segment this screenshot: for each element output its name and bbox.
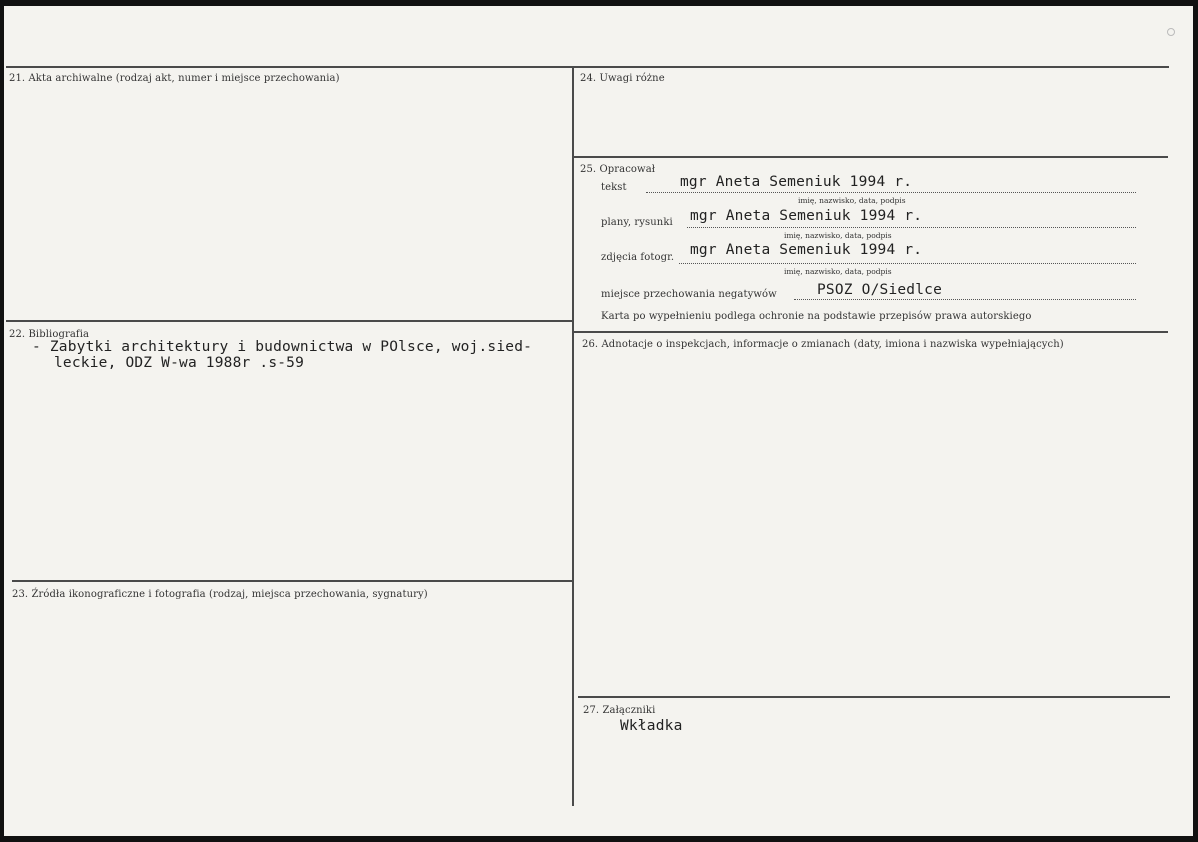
plany-label: plany, rysunki — [601, 217, 673, 228]
left-rule-22 — [6, 320, 572, 322]
section-27-label: 27. Załączniki — [583, 705, 656, 716]
section-25-label: 25. Opracował — [580, 164, 656, 175]
tekst-value: mgr Aneta Semeniuk 1994 r. — [680, 174, 913, 190]
right-rule-26 — [574, 331, 1168, 333]
right-rule-25 — [574, 156, 1168, 158]
section-22-label: 22. Bibliografia — [9, 329, 90, 340]
zdjecia-line — [679, 263, 1136, 264]
bibliography-entry-line1: - Zabytki architektury i budownictwa w POlsce, woj.sied- — [32, 339, 533, 355]
tekst-caption: imię, nazwisko, data, podpis — [798, 196, 906, 205]
right-rule-27 — [578, 696, 1170, 698]
tekst-line — [646, 192, 1136, 193]
section-23-label: 23. Źródła ikonograficzne i fotografia (rodzaj, miejsca przechowania, sygnatury) — [12, 589, 428, 600]
punch-mark — [1167, 28, 1175, 36]
zdjecia-value: mgr Aneta Semeniuk 1994 r. — [690, 242, 923, 258]
section-24-label: 24. Uwagi różne — [580, 73, 665, 84]
record-card — [4, 6, 1193, 836]
bibliography-entry-line2: leckie, ODZ W-wa 1988r .s-59 — [54, 355, 305, 371]
center-divider — [572, 66, 574, 806]
top-rule — [6, 66, 1169, 68]
plany-caption: imię, nazwisko, data, podpis — [784, 231, 892, 240]
left-rule-23 — [12, 580, 572, 582]
plany-value: mgr Aneta Semeniuk 1994 r. — [690, 208, 923, 224]
copyright-note: Karta po wypełnieniu podlega ochronie na podstawie przepisów prawa autorskiego — [601, 311, 1032, 322]
plany-line — [687, 227, 1136, 228]
attachments-value: Wkładka — [620, 718, 683, 734]
zdjecia-caption: imię, nazwisko, data, podpis — [784, 267, 892, 276]
tekst-label: tekst — [601, 182, 627, 193]
negatywy-line — [794, 299, 1136, 300]
negatywy-value: PSOZ O/Siedlce — [817, 282, 943, 298]
zdjecia-label: zdjęcia fotogr. — [601, 252, 675, 263]
negatywy-label: miejsce przechowania negatywów — [601, 289, 777, 300]
section-21-label: 21. Akta archiwalne (rodzaj akt, numer i miejsce przechowania) — [9, 73, 340, 84]
section-26-label: 26. Adnotacje o inspekcjach, informacje o zmianach (daty, imiona i nazwiska wypełniających) — [582, 339, 1064, 350]
